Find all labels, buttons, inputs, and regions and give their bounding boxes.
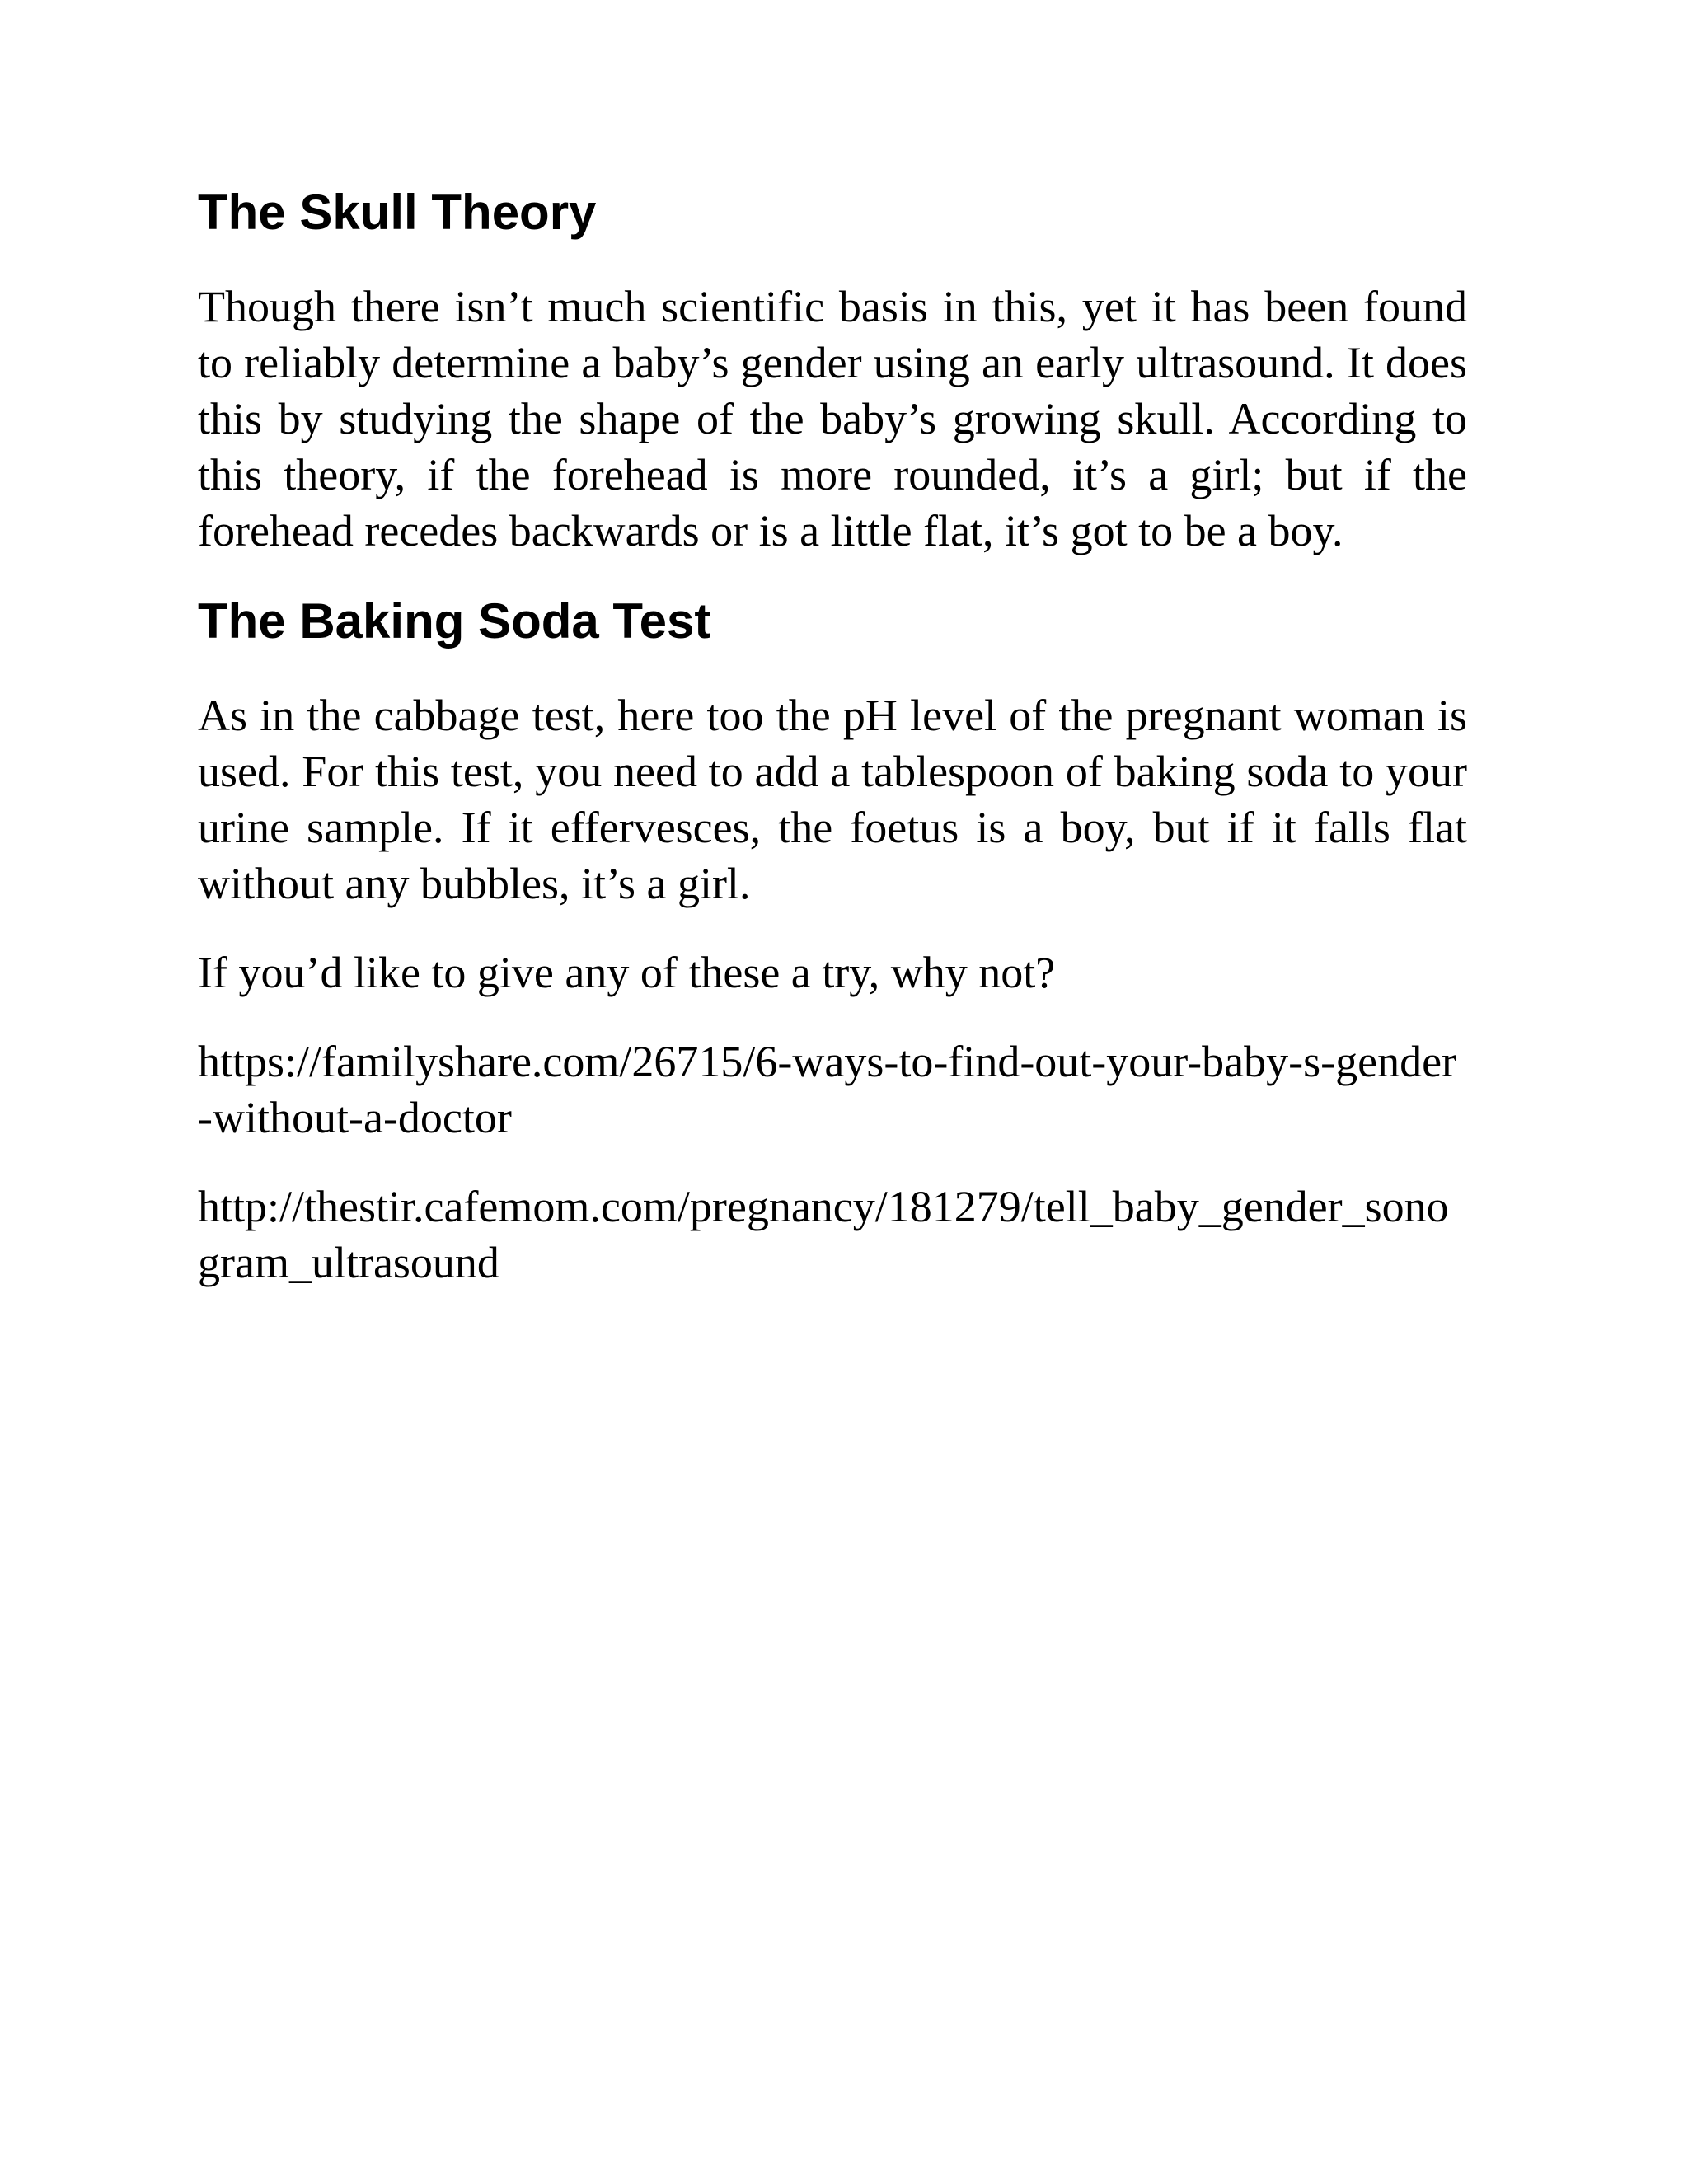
source-link-familyshare[interactable]: https://familyshare.com/26715/6-ways-to-find-out-your-baby-s-gender-without-a-doctor <box>198 1037 1457 1142</box>
section-body-skull-theory: Though there isn’t much scientific basis in this, yet it has been found to reliably determine a baby’s gender using an early ultrasound. It does this by studying the shape of the baby’s growing skull. According to this theory, if the forehead is more rounded, it’s a girl; but if the forehead recedes backwards or is a little flat, it’s got to be a boy. <box>198 282 1467 555</box>
section-heading-baking-soda-test: The Baking Soda Test <box>198 593 711 649</box>
section-body-baking-soda-test: As in the cabbage test, here too the pH level of the pregnant woman is used. For this test, you need to add a tablespoon of baking soda to your urine sample. If it effervesces, the foetus is a boy, but if it falls flat without any bubbles, it’s a girl. <box>198 691 1467 908</box>
section-heading-skull-theory: The Skull Theory <box>198 185 597 240</box>
closing-paragraph: If you’d like to give any of these a try, why not? <box>198 948 1056 997</box>
source-link-cafemom[interactable]: http://thestir.cafemom.com/pregnancy/181279/tell_baby_gender_sonogram_ultrasound <box>198 1182 1449 1287</box>
page-content <box>198 180 1467 1291</box>
